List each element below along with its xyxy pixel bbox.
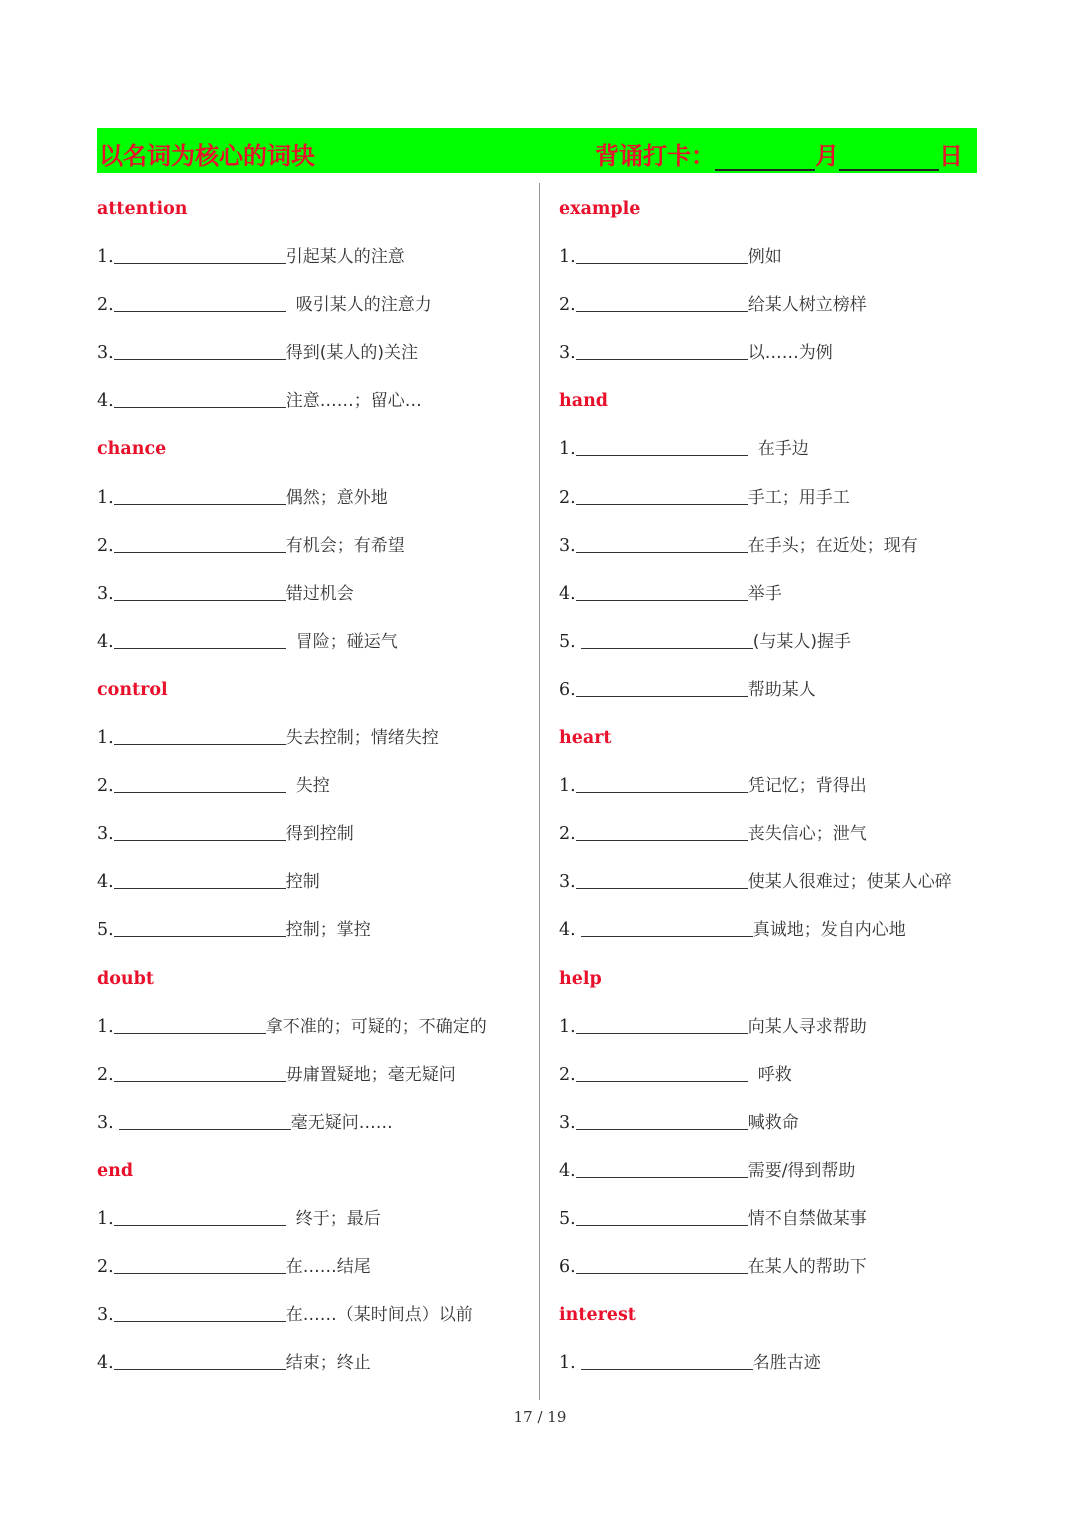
answer-blank[interactable] bbox=[576, 1255, 748, 1274]
item-number: 4. bbox=[559, 920, 576, 941]
item-number: 3. bbox=[97, 343, 114, 364]
answer-blank[interactable] bbox=[114, 582, 286, 601]
list-item bbox=[97, 522, 537, 570]
item-number: 1. bbox=[559, 1016, 576, 1037]
answer-blank[interactable] bbox=[114, 389, 286, 408]
item-number: 3. bbox=[559, 535, 576, 556]
item-meaning: 使某人很难过；使某人心碎 bbox=[747, 872, 952, 893]
item-number: 4. bbox=[97, 391, 114, 412]
word-heading: attention bbox=[97, 199, 188, 219]
item-number: 1. bbox=[559, 1353, 576, 1374]
item-meaning: 毫无疑问…… bbox=[290, 1112, 393, 1133]
item-meaning: 真诚地；发自内心地 bbox=[752, 920, 906, 941]
answer-blank[interactable] bbox=[576, 1159, 748, 1178]
month-blank[interactable] bbox=[715, 147, 815, 171]
item-number: 4. bbox=[97, 1353, 114, 1374]
item-number: 3. bbox=[97, 1305, 114, 1326]
word-heading: hand bbox=[559, 391, 609, 412]
word-heading: end bbox=[97, 1160, 134, 1181]
item-meaning: 帮助某人 bbox=[747, 679, 816, 700]
item-meaning: 以……为例 bbox=[747, 343, 833, 364]
answer-blank[interactable] bbox=[114, 534, 286, 553]
answer-blank[interactable] bbox=[114, 726, 286, 745]
answer-blank[interactable] bbox=[114, 1303, 286, 1322]
item-meaning: 名胜古迹 bbox=[752, 1353, 821, 1374]
list-item bbox=[559, 666, 999, 714]
word-heading: doubt bbox=[97, 968, 154, 989]
item-number: 1. bbox=[559, 247, 576, 268]
list-item bbox=[559, 1243, 999, 1291]
list-item bbox=[559, 281, 999, 329]
answer-blank[interactable] bbox=[114, 245, 286, 264]
answer-blank[interactable] bbox=[114, 774, 286, 793]
answer-blank[interactable] bbox=[576, 1015, 748, 1034]
answer-blank[interactable] bbox=[114, 486, 286, 505]
answer-blank[interactable] bbox=[576, 341, 748, 360]
answer-blank[interactable] bbox=[576, 293, 748, 312]
list-item bbox=[559, 425, 999, 473]
list-item bbox=[97, 1003, 537, 1051]
item-number: 6. bbox=[559, 1257, 576, 1278]
item-meaning: 有机会；有希望 bbox=[285, 535, 405, 556]
answer-blank[interactable] bbox=[119, 1111, 291, 1130]
list-item bbox=[97, 1339, 537, 1387]
item-number: 3. bbox=[559, 1112, 576, 1133]
list-item bbox=[559, 329, 999, 377]
item-number: 1. bbox=[559, 439, 576, 460]
answer-blank[interactable] bbox=[114, 1015, 266, 1034]
item-number: 1. bbox=[559, 776, 576, 797]
item-meaning: 控制；掌控 bbox=[285, 920, 371, 941]
item-number: 3. bbox=[97, 583, 114, 604]
item-meaning: 失去控制；情绪失控 bbox=[285, 728, 439, 749]
answer-blank[interactable] bbox=[576, 437, 748, 456]
list-item bbox=[97, 233, 537, 281]
list-item bbox=[97, 1243, 537, 1291]
column-divider bbox=[539, 183, 540, 1400]
item-meaning: 控制 bbox=[285, 872, 320, 893]
item-meaning: 举手 bbox=[747, 583, 782, 604]
word-heading: example bbox=[559, 199, 641, 219]
item-meaning: 在……结尾 bbox=[285, 1257, 371, 1278]
checkin-label: 背诵打卡： bbox=[595, 141, 715, 170]
list-item bbox=[559, 1051, 999, 1099]
item-meaning: 给某人树立榜样 bbox=[747, 295, 867, 316]
item-number: 2. bbox=[97, 535, 114, 556]
list-item bbox=[97, 1051, 537, 1099]
item-meaning: 得到(某人的)关注 bbox=[285, 343, 418, 364]
list-item bbox=[97, 618, 537, 666]
item-number: 2. bbox=[559, 295, 576, 316]
list-item bbox=[97, 762, 537, 810]
answer-blank[interactable] bbox=[576, 1207, 748, 1226]
item-number: 5. bbox=[559, 1208, 576, 1229]
answer-blank[interactable] bbox=[576, 1111, 748, 1130]
list-item bbox=[559, 1099, 999, 1147]
answer-blank[interactable] bbox=[576, 822, 748, 841]
list-item bbox=[559, 522, 999, 570]
answer-blank[interactable] bbox=[581, 1351, 753, 1370]
item-number: 1. bbox=[97, 728, 114, 749]
list-item bbox=[559, 474, 999, 522]
item-meaning: 情不自禁做某事 bbox=[747, 1208, 867, 1229]
list-item bbox=[97, 570, 537, 618]
answer-blank[interactable] bbox=[114, 822, 286, 841]
item-number: 4. bbox=[559, 583, 576, 604]
item-number: 2. bbox=[97, 1257, 114, 1278]
list-item bbox=[559, 906, 999, 954]
word-heading: help bbox=[559, 968, 602, 989]
item-number: 6. bbox=[559, 679, 576, 700]
item-number: 5. bbox=[97, 920, 114, 941]
list-item bbox=[97, 906, 537, 954]
item-meaning: 失控 bbox=[295, 776, 330, 797]
word-heading: control bbox=[97, 679, 168, 700]
item-number: 1. bbox=[97, 487, 114, 508]
item-number: 1. bbox=[97, 247, 114, 268]
item-meaning: 呼救 bbox=[757, 1064, 792, 1085]
list-item bbox=[559, 858, 999, 906]
answer-blank[interactable] bbox=[576, 774, 748, 793]
answer-blank[interactable] bbox=[576, 486, 748, 505]
list-item bbox=[97, 377, 537, 425]
item-meaning: 冒险；碰运气 bbox=[295, 631, 398, 652]
list-item bbox=[97, 1099, 537, 1147]
item-meaning: 拿不准的；可疑的；不确定的 bbox=[265, 1016, 487, 1037]
list-item bbox=[559, 1195, 999, 1243]
answer-blank[interactable] bbox=[114, 630, 286, 649]
item-number: 2. bbox=[559, 1064, 576, 1085]
item-number: 3. bbox=[559, 872, 576, 893]
item-number: 5. bbox=[559, 631, 576, 652]
item-meaning: 丧失信心；泄气 bbox=[747, 824, 867, 845]
item-meaning: 在手头；在近处；现有 bbox=[747, 535, 918, 556]
answer-blank[interactable] bbox=[576, 534, 748, 553]
page-number: 17 / 19 bbox=[513, 1408, 567, 1426]
item-meaning: 需要/得到帮助 bbox=[747, 1160, 856, 1181]
month-label: 月 bbox=[815, 141, 839, 170]
list-item bbox=[97, 474, 537, 522]
item-number: 4. bbox=[97, 872, 114, 893]
item-meaning: 毋庸置疑地；毫无疑问 bbox=[285, 1064, 456, 1085]
item-number: 2. bbox=[97, 1064, 114, 1085]
checkin-area bbox=[595, 136, 963, 171]
answer-blank[interactable] bbox=[114, 918, 286, 937]
list-item bbox=[97, 1195, 537, 1243]
answer-blank[interactable] bbox=[114, 1351, 286, 1370]
item-meaning: 在某人的帮助下 bbox=[747, 1257, 867, 1278]
answer-blank[interactable] bbox=[114, 1255, 286, 1274]
answer-blank[interactable] bbox=[114, 1207, 286, 1226]
item-meaning: 注意……；留心… bbox=[285, 391, 422, 412]
item-number: 2. bbox=[559, 824, 576, 845]
list-item bbox=[97, 1291, 537, 1339]
list-item bbox=[559, 810, 999, 858]
page-title: 以名词为核心的词块 bbox=[99, 141, 315, 170]
answer-blank[interactable] bbox=[576, 582, 748, 601]
list-item bbox=[97, 714, 537, 762]
item-number: 2. bbox=[559, 487, 576, 508]
item-meaning: (与某人)握手 bbox=[752, 631, 851, 652]
item-meaning: 得到控制 bbox=[285, 824, 354, 845]
list-item bbox=[97, 858, 537, 906]
list-item bbox=[559, 618, 999, 666]
word-heading: chance bbox=[97, 439, 167, 460]
right-column bbox=[559, 185, 999, 1387]
item-meaning: 例如 bbox=[747, 247, 782, 268]
item-meaning: 在……（某时间点）以前 bbox=[285, 1305, 473, 1326]
item-meaning: 喊救命 bbox=[747, 1112, 799, 1133]
item-number: 4. bbox=[97, 631, 114, 652]
item-number: 3. bbox=[97, 1112, 114, 1133]
list-item bbox=[97, 329, 537, 377]
page-header-banner bbox=[97, 128, 977, 173]
list-item bbox=[559, 1003, 999, 1051]
word-heading: heart bbox=[559, 728, 612, 749]
item-meaning: 凭记忆；背得出 bbox=[747, 776, 867, 797]
item-meaning: 手工；用手工 bbox=[747, 487, 850, 508]
answer-blank[interactable] bbox=[576, 245, 748, 264]
item-meaning: 向某人寻求帮助 bbox=[747, 1016, 867, 1037]
answer-blank[interactable] bbox=[581, 918, 753, 937]
item-meaning: 在手边 bbox=[757, 439, 809, 460]
item-meaning: 结束；终止 bbox=[285, 1353, 371, 1374]
list-item bbox=[559, 233, 999, 281]
answer-blank[interactable] bbox=[576, 678, 748, 697]
list-item bbox=[559, 1339, 999, 1387]
word-heading: interest bbox=[559, 1305, 636, 1326]
item-number: 1. bbox=[97, 1016, 114, 1037]
item-number: 2. bbox=[97, 295, 114, 316]
list-item bbox=[97, 810, 537, 858]
item-number: 2. bbox=[97, 776, 114, 797]
list-item bbox=[559, 1147, 999, 1195]
answer-blank[interactable] bbox=[576, 1063, 748, 1082]
item-number: 3. bbox=[559, 343, 576, 364]
item-number: 1. bbox=[97, 1208, 114, 1229]
list-item bbox=[559, 762, 999, 810]
item-meaning: 错过机会 bbox=[285, 583, 354, 604]
answer-blank[interactable] bbox=[576, 870, 748, 889]
answer-blank[interactable] bbox=[114, 870, 286, 889]
item-meaning: 终于；最后 bbox=[295, 1208, 381, 1229]
answer-blank[interactable] bbox=[114, 341, 286, 360]
item-number: 4. bbox=[559, 1160, 576, 1181]
list-item bbox=[559, 570, 999, 618]
answer-blank[interactable] bbox=[581, 630, 753, 649]
day-label: 日 bbox=[939, 141, 963, 170]
item-number: 3. bbox=[97, 824, 114, 845]
answer-blank[interactable] bbox=[114, 293, 286, 312]
item-meaning: 偶然；意外地 bbox=[285, 487, 388, 508]
left-column bbox=[97, 185, 537, 1387]
day-blank[interactable] bbox=[839, 147, 939, 171]
item-meaning: 吸引某人的注意力 bbox=[295, 295, 432, 316]
item-meaning: 引起某人的注意 bbox=[285, 247, 405, 268]
answer-blank[interactable] bbox=[114, 1063, 286, 1082]
list-item bbox=[97, 281, 537, 329]
